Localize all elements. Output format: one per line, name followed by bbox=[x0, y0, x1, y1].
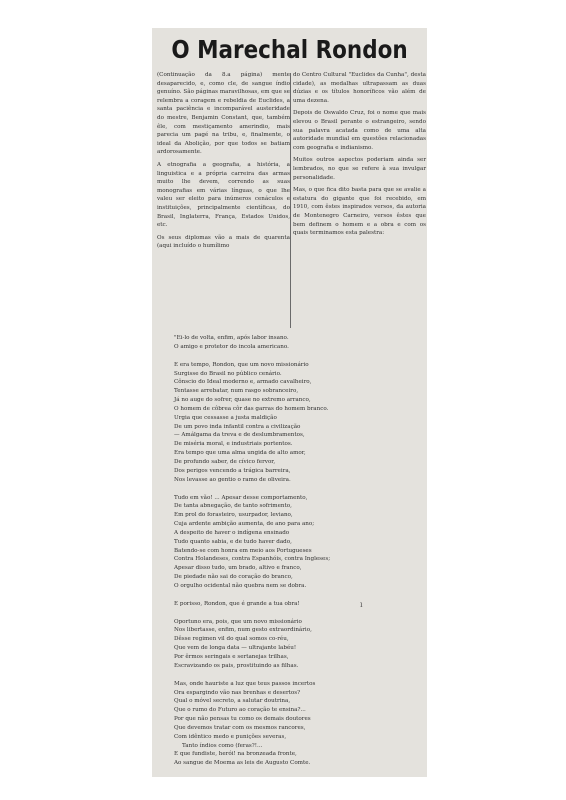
poem-line: Urgia que cessasse a justa maldição bbox=[174, 414, 277, 421]
newspaper-clipping bbox=[152, 28, 427, 777]
poem-line: "Ei-lo de volta, enfim, após labor insano. bbox=[174, 335, 289, 341]
poem-line: Cônscio do Ideal moderno e, armado cavalheiro, bbox=[174, 379, 312, 386]
poem-line: Mas, onde hauriste a luz que teus passos incertos bbox=[174, 680, 316, 687]
poem-line: Que vem de longa data — ultrajante labéu! bbox=[174, 645, 297, 652]
poem-line: Em prol do forasteiro, usurpador, leviano, bbox=[174, 512, 293, 519]
poem-line: Surgisse do Brasil no público cenário. bbox=[174, 370, 282, 377]
poem-line: Nos libertasse, enfim, num gesto extraordinário, bbox=[174, 627, 312, 634]
poem-line: E porisso, Rondon, que é grande a tua obra! bbox=[174, 600, 300, 607]
poem-line: De profundo saber, de cívico fervor, bbox=[174, 458, 276, 465]
poem-line: De um povo inda infantil contra a civilização bbox=[174, 423, 301, 430]
poem-line: E que fundiste, herói! na bronzeada fronte, bbox=[174, 751, 297, 758]
poem-line: A despeito de haver o indígena ensinado bbox=[174, 529, 290, 536]
poem-stanza bbox=[174, 618, 424, 671]
poem-line: Tentasse arrebatar, num rasgo sobranceiro, bbox=[174, 388, 299, 395]
pencil-mark: ı bbox=[360, 600, 363, 609]
poem-line: Ora espargindo vão nas brenhas e desertos? bbox=[174, 689, 301, 696]
paragraph: A etnografia a geografia, a história, a linguistica e a própria carreira das armas muito lhe devem, correndo as suas monografias em várias línguas, o que lhe valeu ser eleito para inúmeros cenáculos e instituições, principalmente científicas, do Brasil, Inglaterra, França, Estados Unidos, etc. bbox=[157, 161, 290, 229]
poem-line: Ao sangue de Moema as leis de Augusto Comte. bbox=[174, 760, 311, 767]
poem-line: De tanta abnegação, de tanto sofrimento, bbox=[174, 503, 292, 510]
paragraph: (Continuação da 8.a página) mente desaparecido, e, como cle, de sangue índio genuíno. São páginas maravilhosas, em que se relembra a coragem e rebeldia de Euclides, a santa paciência e incomparável austeridade do mestre, Benjamin Constant, que, também êle, com mestiçamento amerindio, mais parecia um pagé na tribu, e, finalmente, o ideal da Abolição, por que todos se batiam ardorosamente. bbox=[157, 72, 290, 156]
paragraph: Muitos outros aspectos poderiam ainda ser lembrados, no que se refere à sua invulgar personalidade. bbox=[293, 157, 426, 181]
poem-line: — Amálgama da treva e de deslumbramentos, bbox=[174, 432, 305, 439]
paragraph: Depois de Oswaldo Cruz, foi o nome que mais elevou o Brasil perante o estrangeiro, sendo sua palavra acatada como de uma alta autoridade mundial em questões relacionadas com geografia e indianismo. bbox=[293, 110, 426, 151]
poem-line: Tudo em vão! ... Apesar desse comportamento, bbox=[174, 494, 308, 501]
column-divider bbox=[290, 73, 291, 328]
poem-line: E era tempo, Rondon, que um novo missionário bbox=[174, 361, 309, 368]
poem-stanza bbox=[174, 334, 424, 352]
poem-line: Cuja ardente ambição aumenta, de ano para ano; bbox=[174, 521, 315, 528]
paragraph: Mas, o que fica dito basta para que se avalie a estatura do gigante que foi recebido, em 1910, com êstes inspirados versos, da autoria de Montenegro Carneiro, versos êstes que bem definem o homem e a obra e com os quais terminamos esta palestra: bbox=[293, 187, 426, 237]
poem-stanza bbox=[174, 361, 424, 485]
poem-line: Escravizando os pais, prostituindo as filhas. bbox=[174, 662, 299, 669]
poem-line: Qual o móvel secreto, a salutar doutrina, bbox=[174, 698, 291, 705]
poem-line: Era tempo que uma alma ungida de alto amor, bbox=[174, 450, 306, 457]
paragraph: Os seus diplomas vão a mais de quarenta (aqui incluído o humílimo bbox=[157, 234, 290, 250]
poem-line: Batendo-se com honra em meio aos Portugueses bbox=[174, 547, 312, 554]
right-column bbox=[293, 71, 426, 242]
poem-stanza bbox=[174, 600, 424, 609]
poem-line: Oportuno era, pois, que um novo missionário bbox=[174, 618, 302, 625]
poem-line: O amigo e protetor do incola americano. bbox=[174, 343, 289, 350]
poem-line: O orgulho ocidental não quebra nem se dobra. bbox=[174, 582, 307, 589]
left-column bbox=[157, 71, 290, 255]
poem-line: Por êrmos seringais e sertanejas trilhas, bbox=[174, 654, 289, 660]
poem-line: Tanto índios como (feras?!... bbox=[182, 742, 263, 749]
poem-line: De piedade não sai do coração do branco, bbox=[174, 574, 293, 581]
poem-line: Que o rumo do Futuro ao coração te ensina?... bbox=[174, 707, 306, 714]
poem-line: Apesar disso tudo, um brado, altivo e franco, bbox=[174, 565, 302, 572]
poem-line: Dos perigos vencendo a trágica barreira, bbox=[174, 467, 291, 474]
article-title: O Marechal Rondon bbox=[171, 35, 408, 64]
poem-line: Contra Holandeses, contra Espanhóis, contra Ingleses; bbox=[174, 556, 331, 563]
poem-line: Já no auge do sofrer, quase no extremo arranco, bbox=[174, 397, 311, 404]
poem-line: Que devemos tratar com os mesmos rancores, bbox=[174, 724, 306, 731]
paragraph: do Centro Cultural "Euclides da Cunha", desta cidade), as medalhas ultrapassam as duas dúzias e os títulos honoríficos vão além de uma dezena. bbox=[293, 72, 426, 104]
poem-stanza bbox=[174, 680, 424, 768]
poem-line: Nos levasse ao gentio o ramo de oliveira. bbox=[174, 476, 291, 483]
poem-stanza bbox=[174, 494, 424, 591]
poem-line: Tudo quanto sabia, e de tudo haver dado, bbox=[174, 538, 292, 545]
poem-line: De miséria moral, e industriais portentos. bbox=[174, 441, 293, 448]
poem-line: O homem de côbrea côr das garras do homem branco. bbox=[174, 405, 329, 412]
poem-line: Com idêntico medo e punições severas, bbox=[174, 733, 287, 740]
poem bbox=[174, 334, 424, 777]
poem-line: Dêsse regimen vil do qual somos co-réu, bbox=[174, 636, 289, 643]
poem-line: Por que não pensas tu como os demais doutores bbox=[174, 716, 311, 723]
